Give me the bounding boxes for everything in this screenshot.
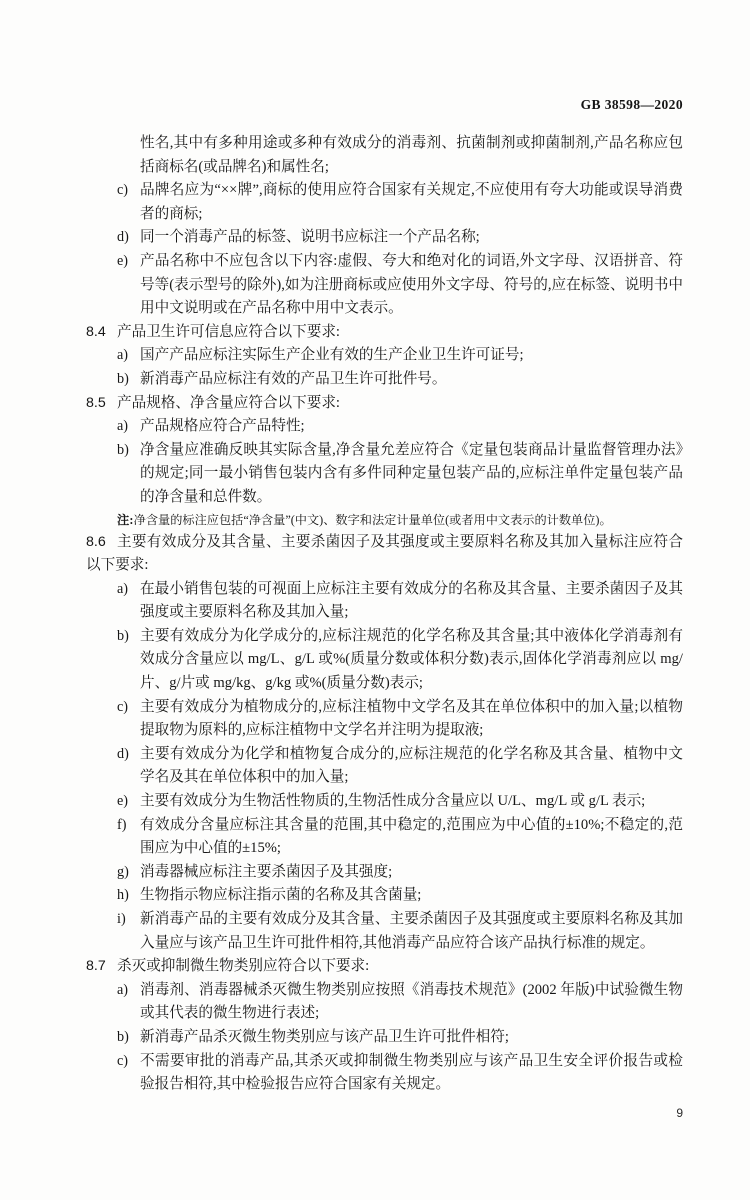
clause-8.7 (86, 955, 683, 979)
list-item-marker: d) (117, 229, 129, 246)
list-item-marker: f) (117, 816, 127, 833)
list-item-text: 主要有效成分为化学和植物复合成分的,应标注规范的化学名称及其含量、植物中文学名及其在单位体积中的加入量; (140, 745, 683, 786)
clause-8.6 (86, 531, 683, 578)
clause-8.4 (86, 321, 683, 345)
list-item-text: 新消毒产品应标注有效的产品卫生许可批件号。 (140, 370, 447, 387)
list-item-marker: a) (117, 347, 129, 364)
clause-number: 8.7 (86, 958, 106, 975)
list-item-text: 主要有效成分为化学成分的,应标注规范的化学名称及其含量;其中液体化学消毒剂有效成分含量应以 mg/L、g/L 或%(质量分数或体积分数)表示,固体化学消毒剂应以 mg/片、g/片或 mg/kg、g/kg 或%(质量分数)表示; (140, 627, 683, 692)
list-item-marker: b) (117, 1028, 129, 1045)
list-item-marker: c) (117, 182, 129, 199)
list-item (86, 439, 683, 510)
list-item (86, 368, 683, 392)
list-item-text: 有效成分含量应标注其含量的范围,其中稳定的,范围应为中心值的±10%;不稳定的,范围应为中心值的±15%; (140, 816, 683, 857)
clause-8.5 (86, 392, 683, 416)
list-item-text: 主要有效成分为植物成分的,应标注植物中文学名及其在单位体积中的加入量;以植物提取物为原料的,应标注植物中文学名并注明为提取液; (140, 698, 683, 739)
list-item-text: 消毒器械应标注主要杀菌因子及其强度; (140, 863, 393, 880)
list-item-text: 主要有效成分为生物活性物质的,生物活性成分含量应以 U/L、mg/L 或 g/L 表示; (140, 793, 646, 810)
note (86, 510, 683, 531)
standard-number: GB 38598—2020 (580, 97, 683, 112)
list-item (86, 415, 683, 439)
list-item-marker: i) (117, 911, 126, 927)
list-item-text: 同一个消毒产品的标签、说明书应标注一个产品名称; (140, 229, 480, 246)
list-item-marker: b) (117, 370, 129, 387)
list-item (86, 344, 683, 368)
list-item (86, 1050, 683, 1097)
document-body (86, 132, 683, 1097)
list-item-marker: g) (117, 863, 129, 880)
list-item-marker: e) (117, 793, 129, 810)
list-item (86, 578, 683, 625)
list-item (86, 696, 683, 743)
list-item-text: 品牌名应为“××牌”,商标的使用应符合国家有关规定,不应使用有夸大功能或误导消费者的商标; (140, 182, 683, 222)
clause-text: 主要有效成分及其含量、主要杀菌因子及其强度或主要原料名称及其加入量标注应符合以下要求: (86, 533, 683, 574)
list-item-text: 生物指示物应标注指示菌的名称及其含菌量; (140, 887, 422, 904)
note-text: 净含量的标注应包括“净含量”(中文)、数字和法定计量单位(或者用中文表示的计数单位)。 (133, 512, 612, 527)
clause-number: 8.6 (86, 533, 106, 550)
list-item (86, 814, 683, 861)
list-item-marker: h) (117, 887, 129, 904)
page-number: 9 (676, 1106, 683, 1120)
list-item (86, 179, 683, 226)
list-item (86, 625, 683, 696)
list-item-marker: a) (117, 580, 129, 597)
clause-text: 产品卫生许可信息应符合以下要求: (117, 323, 340, 340)
list-item-text: 不需要审批的消毒产品,其杀灭或抑制微生物类别应与该产品卫生安全评价报告或检验报告相符,其中检验报告应符合国家有关规定。 (140, 1052, 683, 1093)
list-item (86, 226, 683, 250)
list-item-marker: c) (117, 1052, 129, 1069)
list-item-text: 净含量应准确反映其实际含量,净含量允差应符合《定量包装商品计量监督管理办法》的规定;同一最小销售包装内含有多件同种定量包装产品的,应标注单件定量包装产品的净含量和总件数。 (140, 441, 683, 505)
page-footer (86, 1104, 683, 1122)
list-item-text: 新消毒产品的主要有效成分及其含量、主要杀菌因子及其强度或主要原料名称及其加入量应与该产品卫生许可批件相符,其他消毒产品应符合该产品执行标准的规定。 (140, 911, 683, 951)
clause-text: 产品规格、净含量应符合以下要求: (117, 394, 340, 411)
list-item-marker: a) (117, 981, 129, 998)
clause-number: 8.5 (86, 394, 106, 411)
clause-text: 杀灭或抑制微生物类别应符合以下要求: (117, 958, 370, 975)
list-item (86, 979, 683, 1026)
list-item (86, 1026, 683, 1050)
list-item-marker: c) (117, 698, 129, 715)
page-header (86, 96, 683, 116)
list-item-text: 国产产品应标注实际生产企业有效的生产企业卫生许可证号; (140, 347, 524, 364)
list-item (86, 861, 683, 885)
list-item-text: 新消毒产品杀灭微生物类别应与该产品卫生许可批件相符; (140, 1028, 509, 1045)
list-item (86, 908, 683, 955)
list-item-text: 消毒剂、消毒器械杀灭微生物类别应按照《消毒技术规范》(2002 年版)中试验微生物或其代表的微生物进行表述; (140, 981, 683, 1022)
list-item-marker: a) (117, 418, 129, 435)
list-item (86, 743, 683, 790)
clause-number: 8.4 (86, 323, 106, 340)
list-item-text: 产品名称中不应包含以下内容:虚假、夸大和绝对化的词语,外文字母、汉语拼音、符号等(表示型号的除外),如为注册商标或应使用外文字母、符号的,应在标签、说明书中用中文说明或在产品名称中用中文表示。 (140, 252, 683, 317)
list-item-marker: e) (117, 252, 129, 269)
list-item (86, 250, 683, 321)
list-item-marker: b) (117, 441, 129, 458)
list-item-text: 在最小销售包装的可视面上应标注主要有效成分的名称及其含量、主要杀菌因子及其强度或主要原料名称及其加入量; (140, 580, 683, 621)
list-item-text: 产品规格应符合产品特性; (140, 418, 305, 435)
list-item-marker: b) (117, 627, 129, 644)
list-item (86, 790, 683, 814)
clause-list (86, 179, 683, 1097)
note-label: 注: (117, 512, 134, 527)
paragraph-continuation: 性名,其中有多种用途或多种有效成分的消毒剂、抗菌制剂或抑菌制剂,产品名称应包括商标名(或品牌名)和属性名; (140, 135, 683, 175)
list-item (86, 884, 683, 908)
list-item-marker: d) (117, 745, 129, 762)
